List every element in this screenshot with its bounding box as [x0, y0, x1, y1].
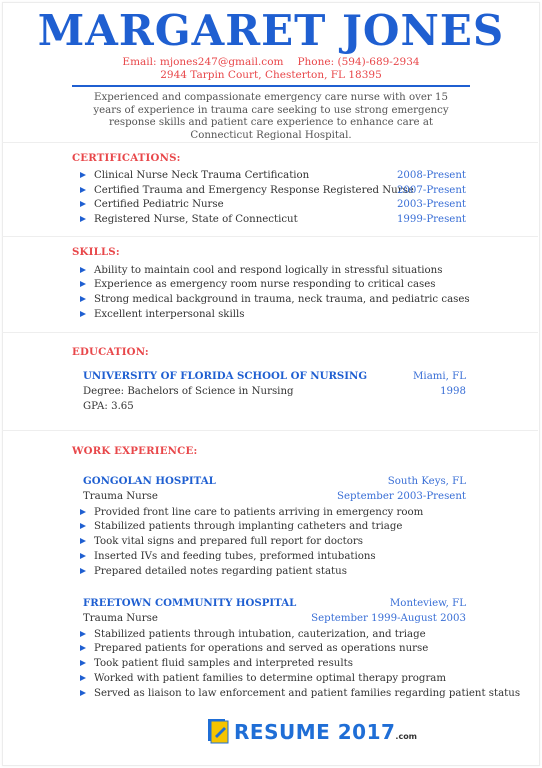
- bullet-icon: [80, 553, 86, 559]
- skill-row: Experience as emergency room nurse responding to critical cases: [80, 277, 466, 292]
- phone: Phone: (594)-689-2934: [297, 56, 420, 68]
- gpa: GPA: 3.65: [83, 401, 134, 412]
- certifications-heading: CERTIFICATIONS:: [72, 152, 181, 164]
- header-rule: [72, 85, 470, 87]
- cert-row: Registered Nurse, State of Connecticut 1999-Present: [80, 212, 466, 227]
- experience-heading: WORK EXPERIENCE:: [72, 445, 198, 457]
- bullet-icon: [80, 172, 86, 178]
- section-divider: [2, 142, 538, 143]
- education-heading: EDUCATION:: [72, 346, 149, 358]
- school-name: UNIVERSITY OF FLORIDA SCHOOL OF NURSING: [83, 370, 368, 382]
- bullet-icon: [80, 311, 86, 317]
- bullet-icon: [80, 675, 86, 681]
- candidate-name: MARGARET JONES: [37, 6, 505, 55]
- bullet-icon: [80, 267, 86, 273]
- cert-row: Certified Pediatric Nurse 2003-Present: [80, 197, 466, 212]
- job-dates: September 1999-August 2003: [311, 613, 466, 624]
- contact-line: [0, 56, 542, 69]
- cert-row: Clinical Nurse Neck Trauma Certification 2008-Present: [80, 168, 466, 183]
- skill-row: Ability to maintain cool and respond logically in stressful situations: [80, 263, 466, 278]
- bullet-icon: [80, 296, 86, 302]
- section-divider: [2, 332, 538, 333]
- email[interactable]: Email: mjones247@gmail.com: [122, 56, 284, 68]
- bullet-icon: [80, 201, 86, 207]
- duty-row: Served as liaison to law enforcement and patient families regarding patient status: [80, 686, 466, 701]
- school-location: Miami, FL: [413, 371, 466, 382]
- employer-name: GONGOLAN HOSPITAL: [83, 475, 216, 487]
- bullet-icon: [80, 509, 86, 515]
- bullet-icon: [80, 281, 86, 287]
- duty-row: Stabilized patients through implanting catheters and triage: [80, 519, 466, 534]
- bullet-icon: [80, 523, 86, 529]
- summary: Experienced and compassionate emergency care nurse with over 15 years of experience in trauma care seeking to use strong emergency response skills and patient care experience to enhance care at Connecticut Regional Hospital.: [93, 92, 449, 141]
- resume2017-logo[interactable]: [207, 716, 418, 748]
- bullet-icon: [80, 660, 86, 666]
- employer-location: South Keys, FL: [387, 476, 466, 487]
- employer-location: Monteview, FL: [389, 598, 466, 609]
- section-divider: [2, 236, 538, 237]
- job-title: Trauma Nurse: [83, 491, 158, 502]
- duty-row: Inserted IVs and feeding tubes, preformed intubations: [80, 549, 466, 564]
- job-title: Trauma Nurse: [83, 613, 158, 624]
- duty-row: Worked with patient families to determine optimal therapy program: [80, 671, 466, 686]
- duty-row: Prepared detailed notes regarding patient status: [80, 564, 466, 579]
- duty-row: Stabilized patients through intubation, cauterization, and triage: [80, 627, 466, 642]
- skill-row: Strong medical background in trauma, neck trauma, and pediatric cases: [80, 292, 466, 307]
- bullet-icon: [80, 690, 86, 696]
- job-dates: September 2003-Present: [336, 491, 466, 502]
- duty-row: Provided front line care to patients arriving in emergency room: [80, 505, 466, 520]
- graduation-year: 1998: [440, 386, 466, 397]
- degree: Degree: Bachelors of Science in Nursing: [83, 386, 294, 397]
- skills-heading: SKILLS:: [72, 246, 120, 258]
- bullet-icon: [80, 631, 86, 637]
- document-logo-icon: [207, 718, 229, 744]
- skill-row: Excellent interpersonal skills: [80, 307, 466, 322]
- duty-row: Took vital signs and prepared full report for doctors: [80, 534, 466, 549]
- bullet-icon: [80, 645, 86, 651]
- section-divider: [2, 430, 538, 431]
- duty-row: Took patient fluid samples and interpreted results: [80, 656, 466, 671]
- cert-row: Certified Trauma and Emergency Response Registered Nurse 2007-Present: [80, 183, 466, 198]
- bullet-icon: [80, 538, 86, 544]
- bullet-icon: [80, 187, 86, 193]
- bullet-icon: [80, 568, 86, 574]
- bullet-icon: [80, 216, 86, 222]
- logo-text: RESUME 2017.com: [234, 720, 418, 744]
- address: 2944 Tarpin Court, Chesterton, FL 18395: [160, 69, 382, 81]
- duty-row: Prepared patients for operations and served as operations nurse: [80, 641, 466, 656]
- employer-name: FREETOWN COMMUNITY HOSPITAL: [83, 597, 297, 609]
